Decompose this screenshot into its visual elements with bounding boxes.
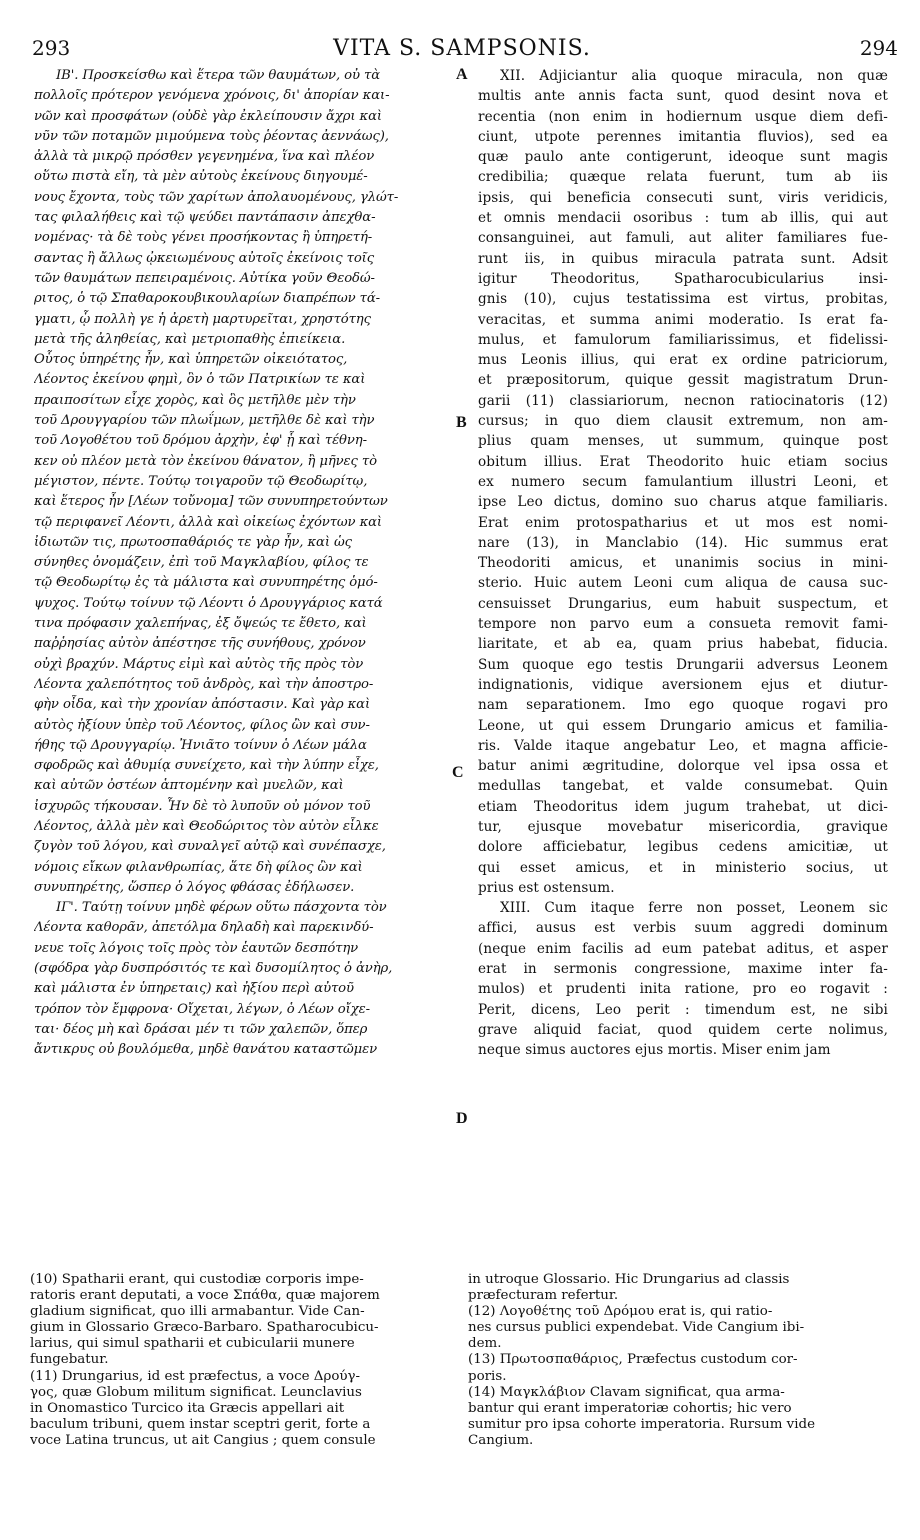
greek-text-line: καὶ μάλιστα ἐν ὑπηρεταις) καὶ ἠξίου περὶ αὐτοῦ bbox=[34, 981, 354, 997]
greek-text-line: φὴν οἶδα, καὶ τὴν χρονίαν ἀπόστασιν. Καὶ γὰρ καὶ bbox=[34, 697, 371, 713]
footnote-line: fungebatur. bbox=[30, 1352, 109, 1368]
greek-text-line: νευε τοῖς λόγοις τοῖς πρὸς τὸν ἑαυτῶν δεσπότην bbox=[34, 940, 359, 956]
latin-text-line: quæ paulo ante contigerunt, ideoque sunt magis bbox=[478, 149, 888, 166]
greek-text-line: γματι, ᾧ πολλὴ γε ἡ ἀρετὴ μαρτυρεῖται, χρηστότης bbox=[34, 311, 371, 327]
margin-letter-d: D bbox=[456, 1110, 468, 1127]
greek-text-line: ἰσχυρῶς τήκουσαν. Ἦν δὲ τὸ λυποῦν οὐ μόνον τοῦ bbox=[34, 798, 371, 814]
latin-text-line: (neque enim facilis ad eum patebat aditus, et asper bbox=[478, 940, 888, 957]
greek-text-line: νόμοις εἴκων φιλανθρωπίας, ἅτε δὴ φίλος ὢν καὶ bbox=[34, 859, 363, 875]
latin-text-line: neque simus auctores ejus mortis. Miser enim jam bbox=[478, 1042, 831, 1059]
latin-text-line: qui esset amicus, et in ministerio socius, ut bbox=[478, 859, 888, 876]
footnote-line: sumitur pro ipsa cohorte imperatoria. Rursum vide bbox=[468, 1416, 815, 1432]
latin-text-line: dolore afficiebatur, legibus cedens amicitiæ, ut bbox=[478, 839, 888, 856]
greek-text-line: σφοδρῶς καὶ ἀθυμίᾳ συνείχετο, καὶ τὴν λύπην εἶχε, bbox=[34, 758, 379, 774]
latin-text-line: consanguinei, aut famuli, aut aliter familiares fue- bbox=[478, 230, 888, 247]
margin-letter-a: A bbox=[456, 66, 468, 83]
latin-text-line: indignationis, vidique aversionem ejus et diutur- bbox=[478, 676, 888, 693]
greek-text-line: ριτος, ὁ τῷ Σπαθαροκουβικουλαρίων διαπρέπων τά- bbox=[34, 291, 380, 307]
latin-text-line: plius quam menses, ut summum, quinque post bbox=[478, 433, 888, 450]
latin-text-line: multis ante annis facta sunt, quod desint nova et bbox=[478, 88, 888, 105]
greek-text-line: IB'. Προσκείσθω καὶ ἕτερα τῶν θαυμάτων, οὐ τὰ bbox=[56, 68, 380, 83]
latin-text-line: igitur Theodoritus, Spatharocubicularius insi- bbox=[478, 270, 888, 287]
latin-text-line: cursus; in quo diem clausit extremum, non am- bbox=[478, 413, 888, 430]
latin-text-line: affici, ausus est verbis suum aggredi dominum bbox=[478, 920, 888, 937]
footnote-line: Cangium. bbox=[468, 1432, 534, 1448]
footnote-line: (14) Μαγκλάβιον Clavam significat, qua arma- bbox=[468, 1384, 785, 1400]
latin-text-line: ipse Leo dictus, domino suo charus atque familiaris. bbox=[478, 494, 888, 511]
greek-text-line: τῷ περιφανεῖ Λέοντι, ἀλλὰ καὶ οἰκείως ἐχόντων καὶ bbox=[34, 514, 382, 530]
greek-text-line: συνυπηρέτης, ὥσπερ ὁ λόγος φθάσας ἐδήλωσεν. bbox=[34, 879, 355, 895]
greek-text-line: μέγιστον, πέντε. Τούτῳ τοιγαροῦν τῷ Θεοδωρίτῳ, bbox=[34, 473, 368, 489]
latin-text-line: recentia (non enim in hodiernum usque diem defi- bbox=[478, 108, 888, 125]
latin-text-line: nam separationem. Imo ego quoque rogavi pro bbox=[478, 697, 888, 714]
greek-text-line: Λέοντος, ἀλλὰ μὲν καὶ Θεοδώριτος τὸν αὐτὸν εἷλκε bbox=[34, 818, 379, 834]
greek-text-line: νομένας· τὰ δὲ τοὺς γένει προσήκοντας ἢ ὑπηρετή- bbox=[34, 230, 373, 246]
latin-text-line: sterio. Huic autem Leoni cum aliqua de causa suc- bbox=[478, 575, 888, 592]
footnote-line: præfecturam refertur. bbox=[468, 1288, 619, 1304]
greek-text-line: Οὗτος ὑπηρέτης ἦν, καὶ ὑπηρετῶν οἰκειότατος, bbox=[34, 352, 348, 368]
greek-text-line: Λέοντα χαλεπότητος τοῦ ἀνδρὸς, καὶ τὴν ἀποστρο- bbox=[34, 676, 374, 692]
latin-text-line: Sum quoque ego testis Drungarii adversus Leonem bbox=[478, 656, 888, 673]
latin-text-line: XIII. Cum itaque ferre non posset, Leonem sic bbox=[500, 900, 888, 917]
greek-text-line: τῷ Θεοδωρίτῳ ἐς τὰ μάλιστα καὶ συνυπηρέτης ὁμό- bbox=[34, 575, 378, 591]
latin-text-line: ex numero secum famulantium illustri Leoni, et bbox=[478, 473, 888, 490]
latin-text-line: garii (11) classiariorum, necnon ratiocinatoris (12) bbox=[478, 392, 888, 409]
latin-text-line: mulus, et famulorum familiarissimus, et fidelissi- bbox=[478, 331, 888, 348]
greek-text-column bbox=[34, 66, 454, 1061]
greek-text-line: Λέοντος ἐκείνου φημὶ, ὃν ὁ τῶν Πατρικίων τε καὶ bbox=[34, 372, 366, 388]
greek-text-line: τινα πρόφασιν χαλεπήνας, ἐξ ὄψεώς τε ἔθετο, καὶ bbox=[34, 616, 367, 632]
latin-text-line: veracitas, et summa animi moderatio. Is erat fa- bbox=[478, 311, 888, 328]
latin-text-line: erat in sermonis congressione, maxime inter fa- bbox=[478, 961, 888, 978]
greek-text-line: καὶ ἕτερος ἦν [Λέων τοὔνομα] τῶν συνυπηρετούντων bbox=[34, 494, 388, 510]
latin-text-line: liaritate, et ab ea, quam prius habebat, fiducia. bbox=[478, 636, 888, 653]
greek-text-line: νους ἔχοντα, τοὺς τῶν χαρίτων ἀπολαυομένους, γλώτ- bbox=[34, 189, 399, 205]
footnote-line: gium in Glossario Græco-Barbaro. Spatharocubicu- bbox=[30, 1320, 379, 1336]
greek-text-line: ζυγὸν τοῦ λόγου, καὶ συναλγεῖ αὐτῷ καὶ συνέπασχε, bbox=[34, 839, 386, 855]
latin-text-line: ris. Valde itaque angebatur Leo, et magna afficie- bbox=[478, 737, 888, 754]
greek-text-line: πολλοῖς πρότερον γενόμενα χρόνοις, δι' ἀπορίαν και- bbox=[34, 88, 390, 104]
latin-text-line: mulos) et prudenti inita ratione, pro eo rogavit : bbox=[478, 981, 888, 998]
greek-text-line: τῶν θαυμάτων πεπειραμένοις. Αὐτίκα γοῦν Θεοδώ- bbox=[34, 270, 375, 286]
greek-text-line: παῤῥησίας αὐτὸν ἀπέστησε τῆς συνήθους, χρόνον bbox=[34, 636, 366, 652]
footnotes-right-column bbox=[468, 1272, 888, 1449]
latin-text-column bbox=[478, 66, 888, 1061]
latin-text-line: ipsis, qui beneficia consecuti sunt, viris veridicis, bbox=[478, 189, 888, 206]
greek-text-line: (σφόδρα γὰρ δυσπρόσιτός τε καὶ δυσομίλητος ὁ ἀνὴρ, bbox=[34, 961, 393, 977]
latin-text-line: etiam Theodoritus idem jugum trahebat, ut dici- bbox=[478, 798, 888, 815]
latin-text-line: et præpositorum, quique gessit magistratum Drun- bbox=[478, 372, 888, 389]
footnote-line: (10) Spatharii erant, qui custodiæ corporis impe- bbox=[30, 1272, 364, 1287]
latin-text-line: Leone, ut qui essem Drungario amicus et familia- bbox=[478, 717, 888, 734]
greek-text-line: οὕτω πιστὰ εἴη, τὰ μὲν αὐτοὺς ἐκείνους διηγουμέ- bbox=[34, 169, 368, 185]
greek-text-line: νῶν καὶ προσφάτων (οὐδὲ γὰρ ἐκλείπουσιν ἄχρι καὶ bbox=[34, 108, 382, 124]
latin-text-line: Theodoriti amicus, et unanimis socius in mini- bbox=[478, 555, 888, 572]
footnote-line: (13) Πρωτοσπαθάριος, Præfectus custodum cor- bbox=[468, 1352, 798, 1368]
latin-text-line: censuisset Drungarius, eum habuit suspectum, et bbox=[478, 595, 888, 612]
footnote-line: bantur qui erant imperatoriæ cohortis; hic vero bbox=[468, 1400, 792, 1416]
latin-text-line: tempore non parvo eum a consueta removit fami- bbox=[478, 616, 888, 633]
latin-text-line: Erat enim protospatharius et ut mos est nomi- bbox=[478, 514, 888, 531]
greek-text-line: ψυχος. Τούτῳ τοίνυν τῷ Λέοντι ὁ Δρουγγάριος κατά bbox=[34, 595, 383, 611]
footnote-line: voce Latina truncus, ut ait Cangius ; quem consule bbox=[30, 1432, 376, 1448]
greek-text-line: οὐχὶ βραχύν. Μάρτυς εἰμὶ καὶ αὐτὸς τῆς πρὸς τὸν bbox=[34, 656, 364, 672]
latin-text-line: prius est ostensum. bbox=[478, 879, 615, 896]
greek-text-line: Λέοντα καθορᾶν, ἀπετόλμα δηλαδὴ καὶ παρεκινδύ- bbox=[34, 920, 374, 936]
footnote-line: poris. bbox=[468, 1368, 507, 1384]
latin-text-line: et omnis mendacii osoribus : tum ab illis, qui aut bbox=[478, 210, 888, 227]
greek-text-line: τοῦ Δρουγγαρίου τῶν πλωΐμων, μετῆλθε δὲ καὶ τὴν bbox=[34, 413, 375, 429]
page-number-right: 294 bbox=[859, 36, 898, 60]
latin-text-line: runt iis, in quibus miracula patrata sunt. Adsit bbox=[478, 250, 888, 267]
footnotes-left-column bbox=[30, 1272, 460, 1449]
greek-text-line: σύνηθες ὀνομάζειν, ἐπὶ τοῦ Μαγκλαβίου, φίλος τε bbox=[34, 555, 369, 571]
latin-text-line: XII. Adjiciantur alia quoque miracula, non quæ bbox=[500, 68, 888, 84]
latin-text-line: obitum illius. Erat Theodorito huic etiam socius bbox=[478, 453, 888, 470]
latin-text-line: medullas tangebat, et valde consumebat. Quin bbox=[478, 778, 888, 795]
running-title: VITA S. SAMPSONIS. bbox=[333, 36, 591, 61]
footnote-line: ratoris erant deputati, a voce Σπάθα, quæ majorem bbox=[30, 1288, 380, 1304]
greek-text-line: μετὰ τῆς ἀληθείας, καὶ μετριοπαθὴς ἐπιείκεια. bbox=[34, 331, 346, 347]
greek-text-line: τας φιλαλήθεις καὶ τῷ ψεύδει παντάπασιν ἀπεχθα- bbox=[34, 210, 376, 226]
footnote-line: (11) Drungarius, id est præfectus, a voce Δρούγ- bbox=[30, 1368, 361, 1384]
running-header bbox=[26, 36, 898, 62]
latin-text-line: gnis (10), cujus testatissima est virtus, probitas, bbox=[478, 291, 888, 308]
latin-text-line: tur, ejusque movebatur misericordia, gravique bbox=[478, 818, 888, 835]
greek-text-line: αὐτὸς ἠξίουν ὑπὲρ τοῦ Λέοντος, φίλος ὢν καὶ συν- bbox=[34, 717, 370, 733]
latin-text-line: Perit, dicens, Leo perit : timendum est, ne sibi bbox=[478, 1001, 888, 1018]
footnote-line: dem. bbox=[468, 1336, 502, 1352]
footnote-line: baculum tribuni, quem instar sceptri gerit, forte a bbox=[30, 1416, 371, 1432]
latin-text-line: mus Leonis illius, qui erat ex ordine patriciorum, bbox=[478, 352, 888, 369]
greek-text-line: σαντας ἢ ἄλλως ᾠκειωμένους αὐτοῖς ἐκείνοις τοῖς bbox=[34, 250, 375, 266]
greek-text-line: καὶ αὐτῶν ὀστέων ἁπτομένην καὶ μυελῶν, καὶ bbox=[34, 778, 344, 794]
latin-text-line: batur animi ægritudine, dolorque vel ipsa ossa et bbox=[478, 758, 888, 775]
greek-text-line: ἀλλὰ τὰ μικρῷ πρόσθεν γεγενημένα, ἵνα καὶ πλέον bbox=[34, 149, 375, 165]
page-number-left: 293 bbox=[32, 36, 71, 60]
latin-text-line: nare (13), in Manclabio (14). Hic summus erat bbox=[478, 534, 888, 551]
latin-text-line: grave aliquid faciat, quod quidem certe nolimus, bbox=[478, 1021, 888, 1038]
margin-letter-b: B bbox=[456, 414, 467, 431]
greek-text-line: ἄντικρυς οὐ βουλόμεθα, μηδὲ θανάτου καταστῶμεν bbox=[34, 1042, 378, 1058]
greek-text-line: ήθης τῷ Δρουγγαρίῳ. Ἠνιᾶτο τοίνυν ὁ Λέων μάλα bbox=[34, 737, 367, 753]
greek-text-line: τοῦ Λογοθέτου τοῦ δρόμου ἀρχὴν, ἐφ' ᾗ καὶ τέθνη- bbox=[34, 433, 367, 449]
greek-text-line: ἰδιωτῶν τις, πρωτοσπαθάριός τε γὰρ ἦν, καὶ ὡς bbox=[34, 534, 352, 550]
margin-letter-c: C bbox=[452, 764, 464, 781]
latin-text-line: ciunt, utpote perennes imitantia fluvios), sed ea bbox=[478, 128, 888, 145]
greek-text-line: ται· δέος μὴ καὶ δράσαι μέν τι τῶν χαλεπῶν, ὅπερ bbox=[34, 1021, 368, 1037]
greek-text-line: νῦν τῶν ποταμῶν μιμούμενα τοὺς ῥέοντας ἀεννάως), bbox=[34, 128, 389, 144]
footnote-line: nes cursus publici expendebat. Vide Cangium ibi- bbox=[468, 1320, 805, 1336]
footnote-line: γος, quæ Globum militum significat. Leunclavius bbox=[30, 1384, 362, 1400]
greek-text-line: κεν οὐ πλέον μετὰ τὸν ἐκείνου θάνατον, ἢ μῆνες τὸ bbox=[34, 453, 377, 469]
footnote-line: in Onomastico Turcico ita Græcis appellari ait bbox=[30, 1400, 345, 1416]
latin-text-line: credibilia; quæque relata fuerunt, tum ab iis bbox=[478, 169, 888, 186]
greek-text-line: πραιποσίτων εἶχε χορὸς, καὶ ὃς μετῆλθε μὲν τὴν bbox=[34, 392, 356, 408]
footnote-line: in utroque Glossario. Hic Drungarius ad classis bbox=[468, 1272, 790, 1287]
greek-text-line: τρόπον τὸν ἔμφρονα· Οἴχεται, λέγων, ὁ Λέων οἴχε- bbox=[34, 1001, 370, 1017]
footnote-line: (12) Λογοθέτης τοῦ Δρόμου erat is, qui ratio- bbox=[468, 1304, 773, 1320]
footnote-line: larius, qui simul spatharii et cubicularii munere bbox=[30, 1336, 355, 1352]
footnote-line: gladium significat, quo illi armabantur. Vide Can- bbox=[30, 1304, 365, 1320]
greek-text-line: ΙΓ'. Ταύτῃ τοίνυν μηδὲ φέρων οὕτω πάσχοντα τὸν bbox=[56, 900, 387, 916]
